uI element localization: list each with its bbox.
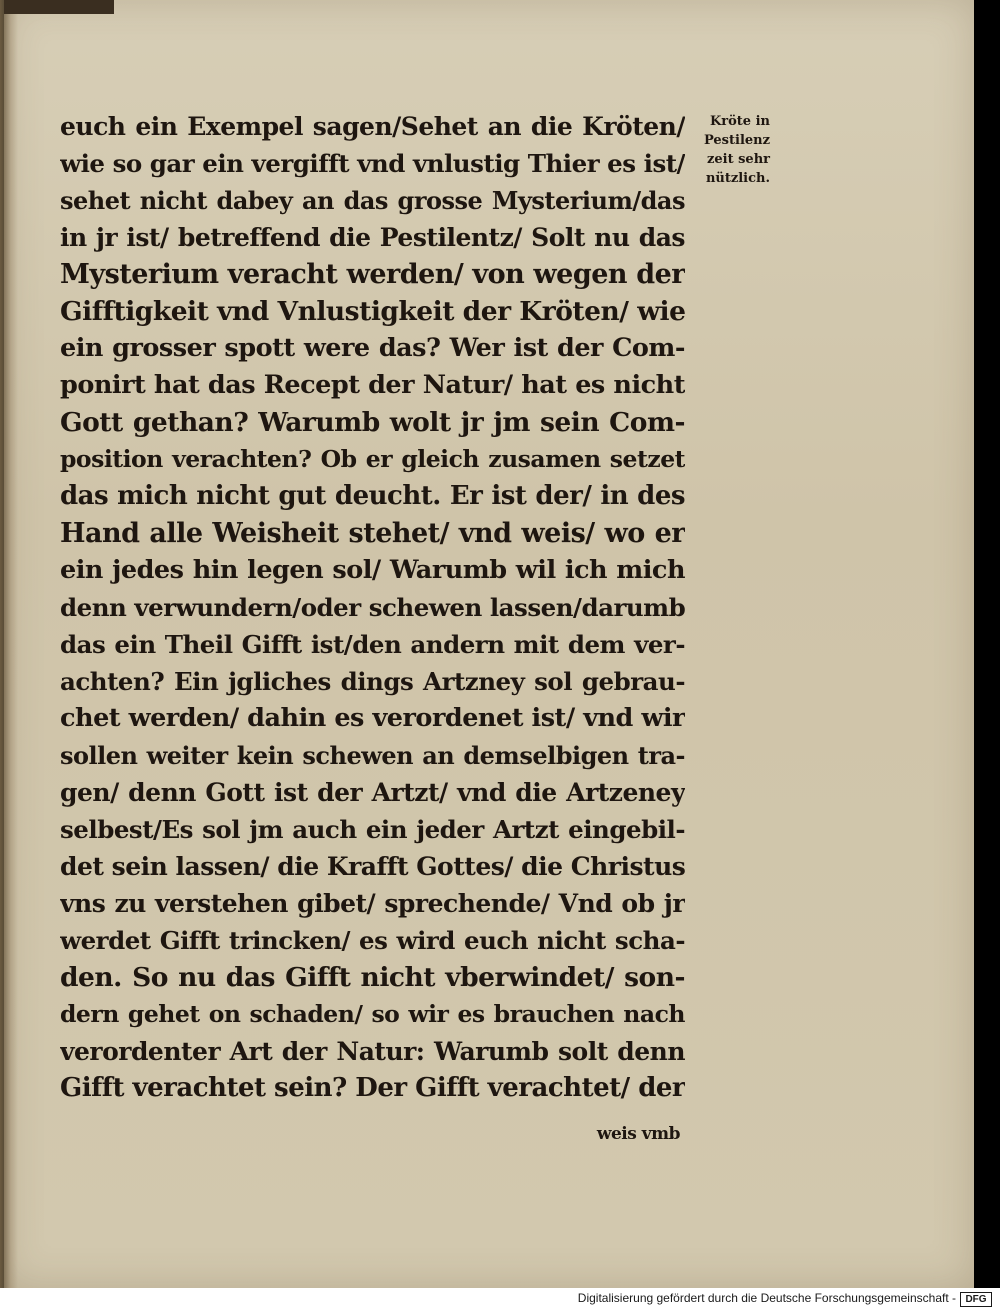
footer-bar	[0, 1288, 1000, 1310]
margin-note-line: Kröte in	[709, 114, 770, 129]
spine-shadow	[0, 0, 18, 1288]
funding-credit: Digitalisierung gefördert durch die Deutsche Forschungsgemeinschaft -	[577, 1291, 956, 1305]
catchword: weis vmb	[596, 1124, 680, 1144]
body-text	[60, 108, 685, 1107]
text-line: sollen weiter kein schewen an demselbigen tra-	[60, 741, 685, 770]
text-line: position verachten? Ob er gleich zusamen setzet	[60, 445, 685, 473]
text-line: das ein Theil Gifft ist/den andern mit dem ver-	[60, 630, 685, 659]
text-line: ein grosser spott were das? Wer ist der Com-	[60, 333, 685, 363]
text-line: in jr ist/ betreffend die Pestilentz/ Solt nu das	[60, 223, 685, 252]
margin-note-line: nützlich.	[705, 171, 770, 186]
binding-edge	[4, 0, 114, 14]
text-line: ein jedes hin legen sol/ Warumb wil ich mich	[60, 555, 685, 585]
margin-note-line: Pestilenz	[703, 133, 770, 148]
text-line: Gifft verachtet sein? Der Gifft verachtet/ der	[60, 1073, 685, 1103]
text-line: Gifftigkeit vnd Vnlustigkeit der Kröten/ wie	[60, 296, 685, 327]
text-line: Gott gethan? Warumb wolt jr jm sein Com-	[60, 407, 685, 438]
text-line: vns zu verstehen gibet/ sprechende/ Vnd ob jr	[60, 889, 685, 918]
text-line: das mich nicht gut deucht. Er ist der/ in des	[60, 481, 685, 511]
dfg-logo: DFG	[960, 1292, 992, 1307]
text-line: gen/ denn Gott ist der Artzt/ vnd die Artzeney	[60, 778, 685, 807]
text-line: achten? Ein jgliches dings Artzney sol gebrau-	[60, 667, 685, 696]
text-line: verordenter Art der Natur: Warumb solt denn	[60, 1037, 685, 1066]
text-line: sehet nicht dabey an das grosse Mysterium/das	[60, 186, 685, 215]
text-line: den. So nu das Gifft nicht vberwindet/ son-	[60, 962, 685, 993]
text-line: dern gehet on schaden/ so wir es brauchen nach	[60, 1000, 685, 1028]
margin-note	[678, 112, 770, 188]
text-line: ponirt hat das Recept der Natur/ hat es nicht	[60, 370, 685, 400]
text-line: werdet Gifft trincken/ es wird euch nicht scha-	[60, 926, 685, 955]
text-line: chet werden/ dahin es verordenet ist/ vnd wir	[60, 703, 685, 733]
text-line: Mysterium veracht werden/ von wegen der	[60, 259, 685, 290]
text-line: wie so gar ein vergifft vnd vnlustig Thier es ist/	[60, 149, 685, 178]
margin-note-line: zeit sehr	[706, 152, 770, 167]
text-line: denn verwundern/oder schewen lassen/darumb	[60, 593, 685, 622]
text-line: det sein lassen/ die Krafft Gottes/ die Christus	[60, 852, 685, 881]
text-line: Hand alle Weisheit stehet/ vnd weis/ wo er	[60, 518, 685, 549]
text-line: selbest/Es sol jm auch ein jeder Artzt eingebil-	[60, 815, 685, 844]
text-line: euch ein Exempel sagen/Sehet an die Kröten/	[60, 112, 685, 141]
